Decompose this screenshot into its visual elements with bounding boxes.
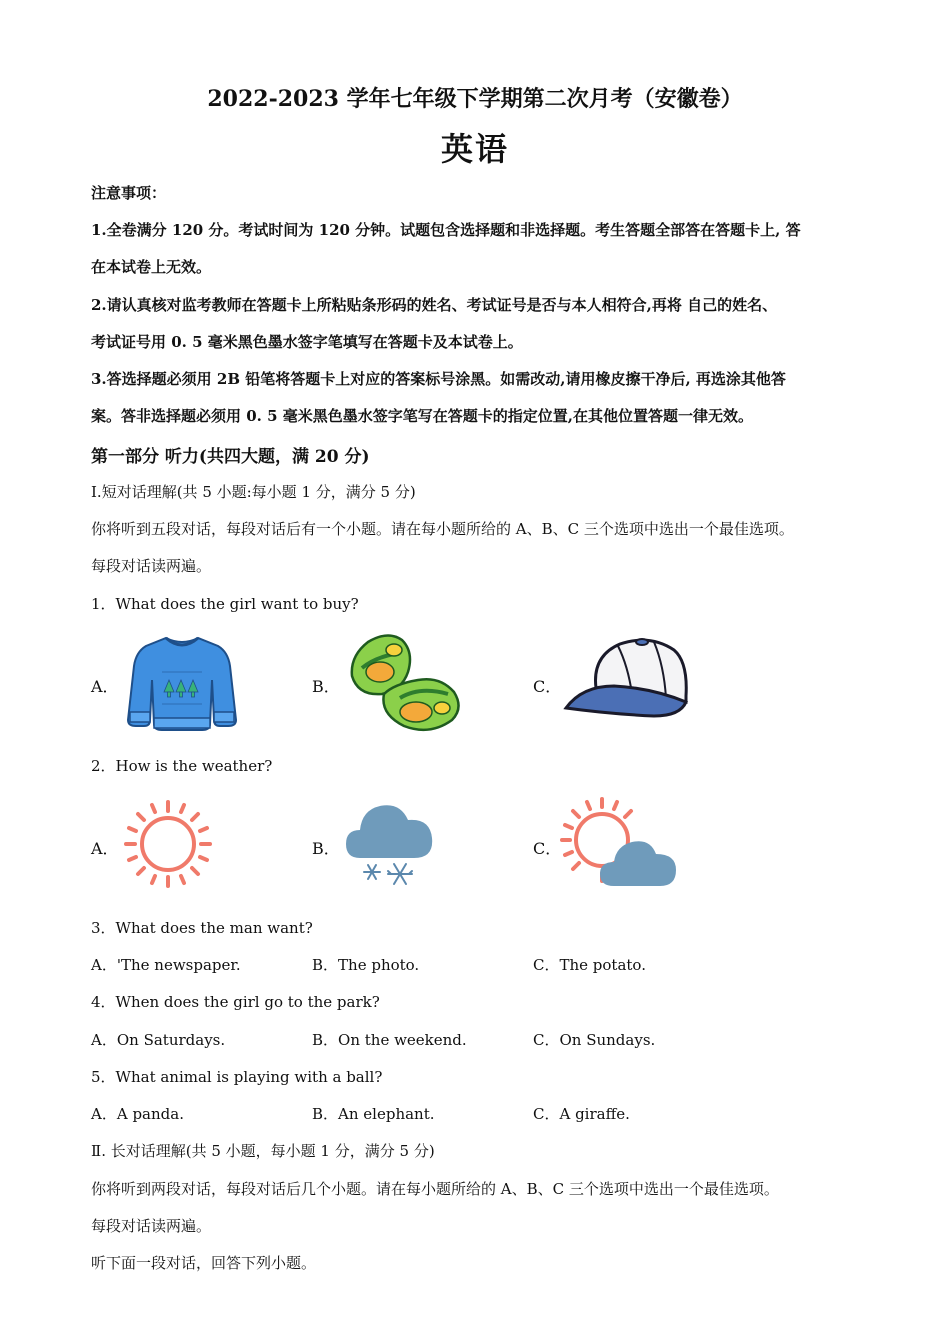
- exam-subject: 英语: [440, 130, 509, 168]
- q4-option-a: A．On Saturdays.: [91, 1031, 226, 1049]
- notice-item-1: 1.全卷满分 120 分。考试时间为 120 分钟。试题包含选择题和非选择题。考生答题全部答在答题卡上, 答: [91, 221, 801, 239]
- shoes-icon: [344, 628, 466, 736]
- section1-instructions: 你将听到五段对话，每段对话后有一个小题。请在每小题所给的 A、B、C 三个选项中选出一个最佳选项。: [91, 520, 794, 538]
- q2-option-b-label: B．: [312, 839, 340, 858]
- q3-option-a: A．'The newspaper.: [91, 956, 241, 974]
- cap-icon: [562, 636, 690, 722]
- question-3: 3．What does the man want?: [91, 919, 313, 937]
- snow-cloud-icon: [344, 798, 434, 892]
- notice-item-2-cont: 考试证号用 0. 5 毫米黑色墨水签字笔填写在答题卡及本试卷上。: [91, 333, 523, 351]
- section2-sub-instructions: 听下面一段对话，回答下列小题。: [91, 1254, 317, 1272]
- notice-item-1-cont: 在本试卷上无效。: [91, 258, 212, 276]
- question-2: 2．How is the weather?: [91, 757, 273, 775]
- q4-option-c: C．On Sundays.: [533, 1031, 656, 1049]
- question-5: 5．What animal is playing with a ball?: [91, 1068, 383, 1086]
- q1-option-a-label: A．: [91, 677, 119, 696]
- q3-option-b: B．The photo.: [312, 956, 420, 974]
- sweater-icon: [124, 632, 240, 732]
- section2-instructions-cont: 每段对话读两遍。: [91, 1217, 212, 1235]
- q2-option-a-label: A．: [91, 839, 119, 858]
- notice-item-3-cont: 案。答非选择题必须用 0. 5 毫米黑色墨水签字笔写在答题卡的指定位置,在其他位置答题一律无效。: [91, 407, 753, 425]
- sun-cloud-icon: [560, 796, 678, 890]
- notice-item-2: 2.请认真核对监考教师在答题卡上所粘贴条形码的姓名、考试证号是否与本人相符合,再将 自己的姓名、: [91, 296, 778, 314]
- q3-option-c: C．The potato.: [533, 956, 646, 974]
- q1-option-c-label: C．: [533, 677, 562, 696]
- q4-option-b: B．On the weekend.: [312, 1031, 467, 1049]
- question-4: 4．When does the girl go to the park?: [91, 993, 380, 1011]
- section2-title: Ⅱ. 长对话理解(共 5 小题，每小题 1 分，满分 5 分): [91, 1142, 435, 1160]
- q1-option-b-label: B．: [312, 677, 340, 696]
- sun-icon: [122, 798, 214, 890]
- q5-option-c: C．A giraffe.: [533, 1105, 630, 1123]
- section1-title: Ⅰ.短对话理解(共 5 小题:每小题 1 分，满分 5 分): [91, 483, 416, 501]
- q5-option-b: B．An elephant.: [312, 1105, 435, 1123]
- question-1: 1．What does the girl want to buy?: [91, 595, 359, 613]
- q2-option-c-label: C．: [533, 839, 562, 858]
- q5-option-a: A．A panda.: [91, 1105, 184, 1123]
- part1-heading: 第一部分 听力(共四大题，满 20 分): [91, 447, 370, 467]
- notice-item-3: 3.答选择题必须用 2B 铅笔将答题卡上对应的答案标号涂黑。如需改动,请用橡皮擦干净后, 再选涂其他答: [91, 370, 786, 388]
- section1-instructions-cont: 每段对话读两遍。: [91, 557, 212, 575]
- section2-instructions: 你将听到两段对话，每段对话后几个小题。请在每小题所给的 A、B、C 三个选项中选出一个最佳选项。: [91, 1180, 779, 1198]
- exam-title: 2022-2023 学年七年级下学期第二次月考（安徽卷）: [207, 86, 743, 112]
- notice-heading: 注意事项：: [91, 184, 167, 202]
